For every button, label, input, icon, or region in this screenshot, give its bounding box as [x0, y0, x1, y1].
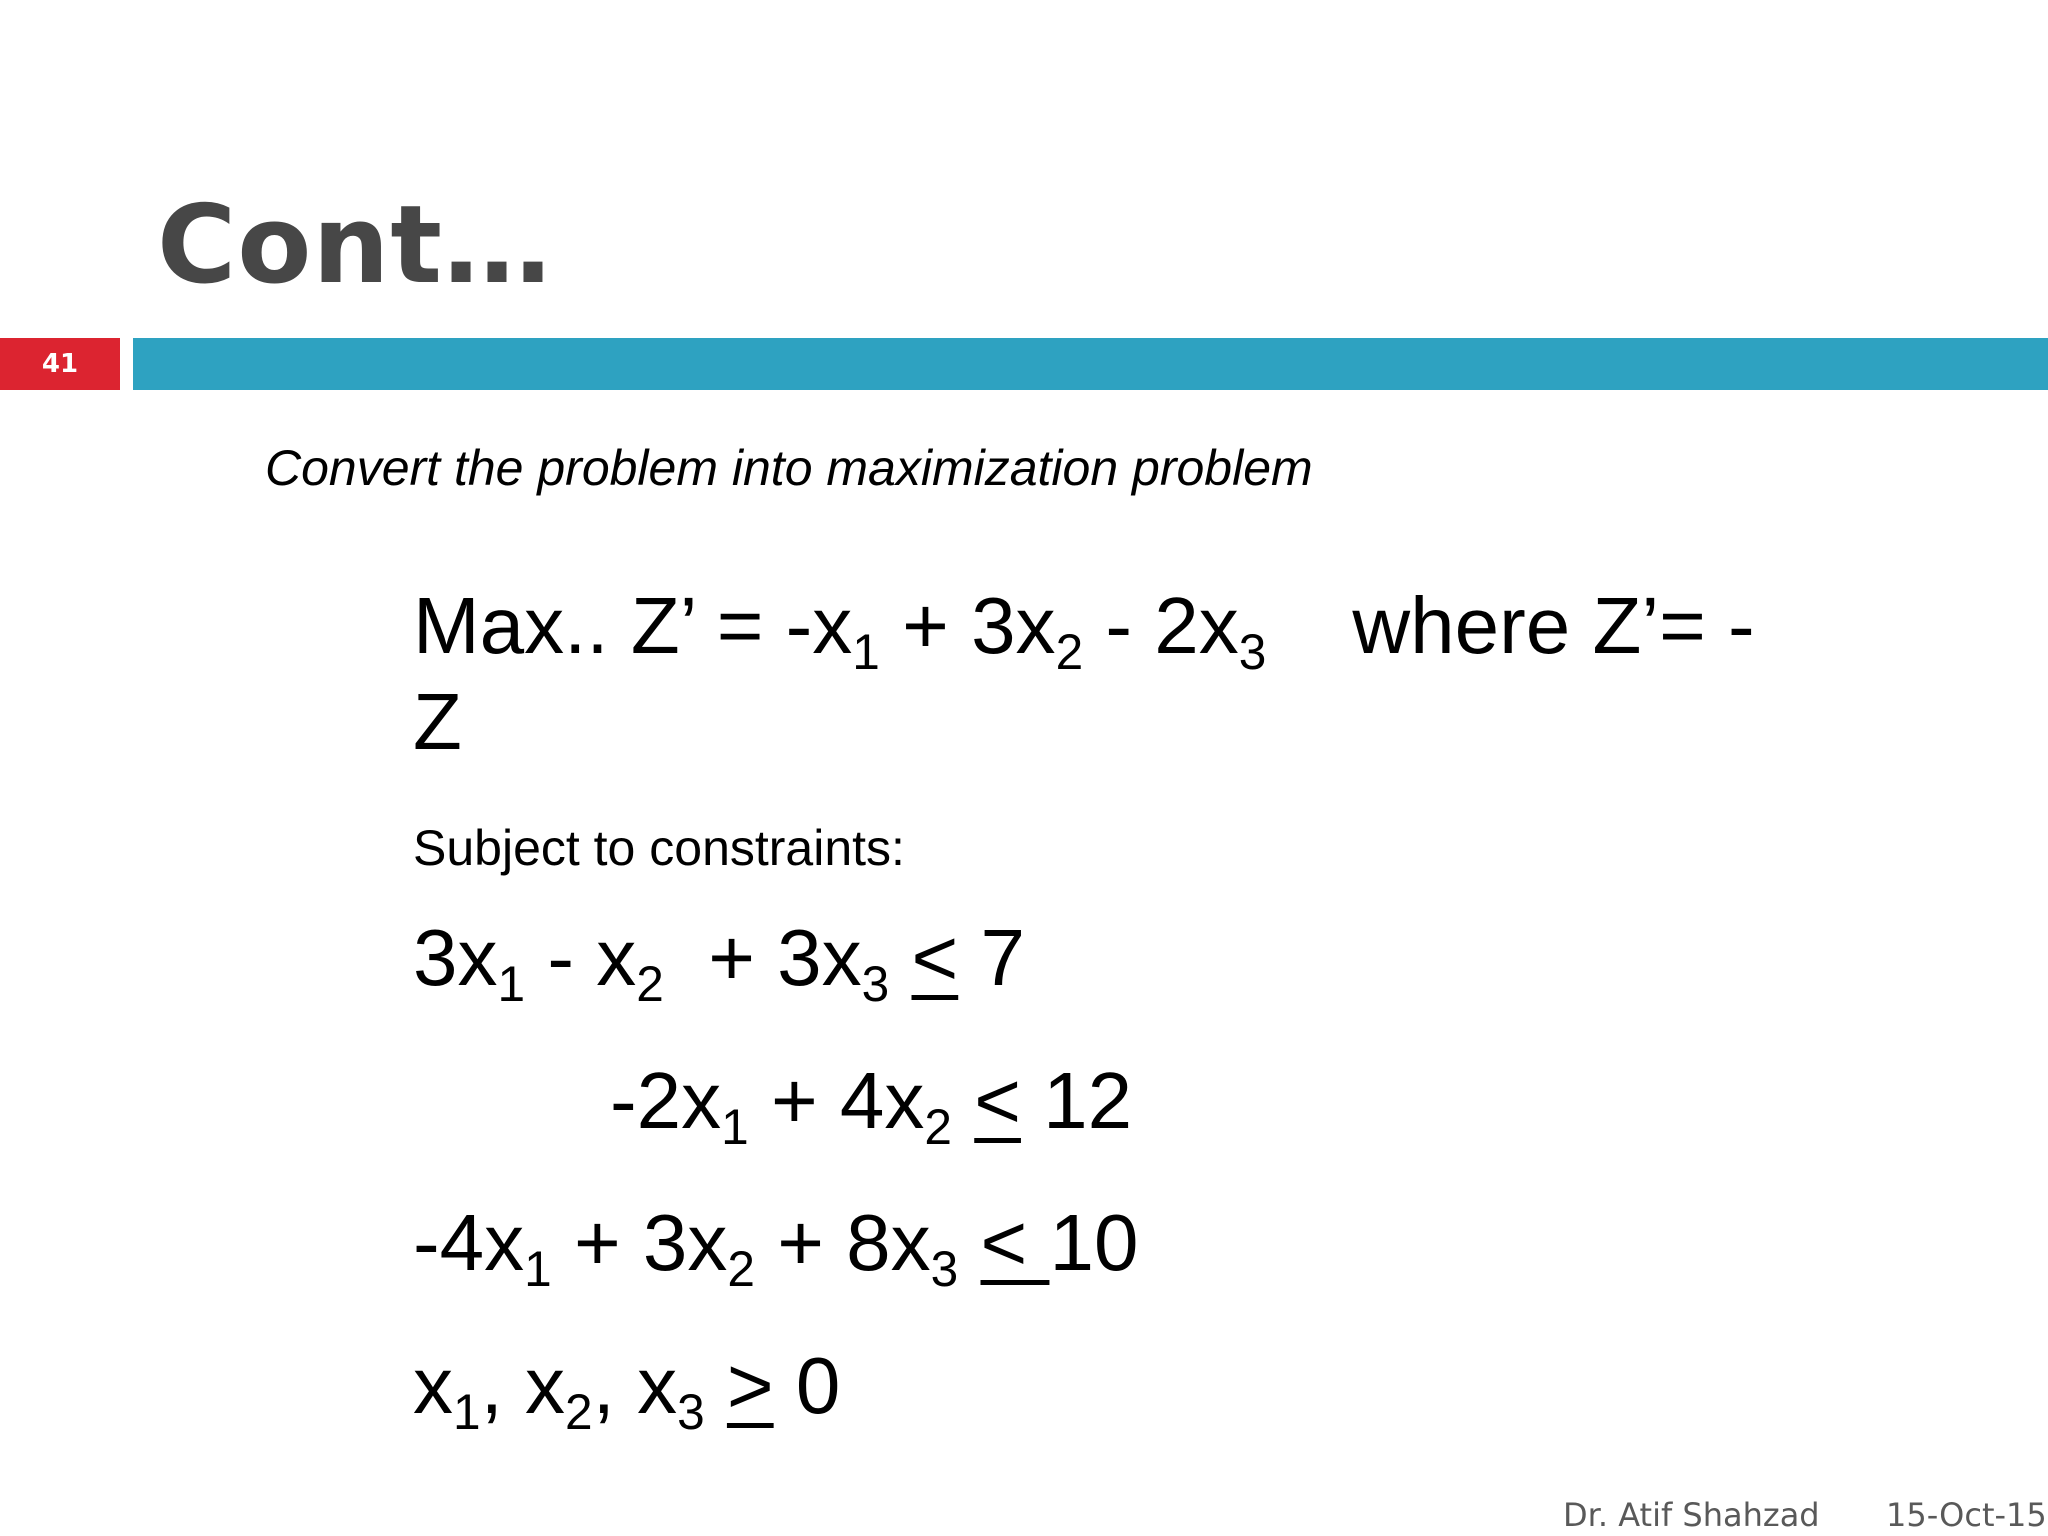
objective-sub-3: 3: [1238, 623, 1267, 680]
constraint-4-sub-1: 1: [453, 1383, 481, 1440]
constraint-4-space: [705, 1341, 727, 1430]
constraint-4-rhs: 0: [773, 1341, 841, 1430]
title-accent-bar: [133, 338, 2048, 390]
constraint-3: [413, 1198, 1139, 1297]
constraint-1: [413, 913, 1025, 1012]
objective-part-3: - 2x: [1083, 581, 1239, 670]
constraint-4-sub-2: 2: [565, 1383, 593, 1440]
objective-function: [413, 578, 1793, 770]
slide-number-text: 41: [41, 349, 79, 379]
slide-number: [0, 338, 120, 390]
constraint-2-operator: <: [974, 1056, 1021, 1145]
constraint-4-term-a: x: [413, 1341, 453, 1430]
constraint-3-term-c: + 8x: [755, 1198, 931, 1287]
constraint-1-sub-1: 1: [497, 955, 526, 1012]
constraint-1-term-b: - x: [525, 913, 637, 1002]
constraint-1-rhs: 7: [958, 913, 1025, 1002]
constraint-2: [610, 1056, 1133, 1155]
constraint-4-sub-3: 3: [677, 1383, 705, 1440]
constraint-2-rhs: 12: [1020, 1056, 1133, 1145]
slide-title: Cont…: [157, 183, 552, 308]
constraint-3-term-b: + 3x: [551, 1198, 728, 1287]
constraint-1-space: [889, 913, 911, 1002]
constraint-1-term-a: 3x: [413, 913, 498, 1002]
constraint-4-term-b: , x: [480, 1341, 566, 1430]
constraint-2-term-b: + 4x: [748, 1056, 925, 1145]
constraint-3-operator: <: [980, 1198, 1050, 1287]
objective-sub-1: 1: [852, 623, 880, 680]
objective-prefix: Max.. Z’ = -x: [413, 581, 853, 670]
constraint-3-sub-2: 2: [727, 1240, 755, 1297]
footer-date: 15-Oct-15: [1886, 1496, 2047, 1534]
constraint-4-operator: >: [726, 1341, 774, 1430]
constraint-1-operator: <: [911, 913, 959, 1002]
constraint-1-sub-3: 3: [861, 955, 890, 1012]
constraints-heading: Subject to constraints:: [413, 820, 905, 876]
constraint-4-nonnegativity: [413, 1341, 841, 1440]
constraint-3-sub-1: 1: [524, 1240, 552, 1297]
constraint-2-term-a: -2x: [610, 1056, 722, 1145]
constraint-1-term-c: + 3x: [663, 913, 862, 1002]
constraint-2-sub-2: 2: [924, 1098, 952, 1155]
instruction-text: Convert the problem into maximization problem: [265, 440, 1313, 496]
constraint-3-rhs: 10: [1049, 1198, 1139, 1287]
objective-note: where Z’= -Z: [413, 581, 1755, 766]
constraint-3-sub-3: 3: [930, 1240, 959, 1297]
constraint-2-space: [952, 1056, 974, 1145]
constraint-3-space: [958, 1198, 980, 1287]
constraint-3-term-a: -4x: [413, 1198, 525, 1287]
objective-part-2: + 3x: [879, 581, 1056, 670]
objective-sub-2: 2: [1055, 623, 1084, 680]
constraint-2-sub-1: 1: [721, 1098, 749, 1155]
constraint-1-sub-2: 2: [636, 955, 664, 1012]
footer-author: Dr. Atif Shahzad: [1563, 1496, 1820, 1534]
constraint-4-term-c: , x: [592, 1341, 678, 1430]
